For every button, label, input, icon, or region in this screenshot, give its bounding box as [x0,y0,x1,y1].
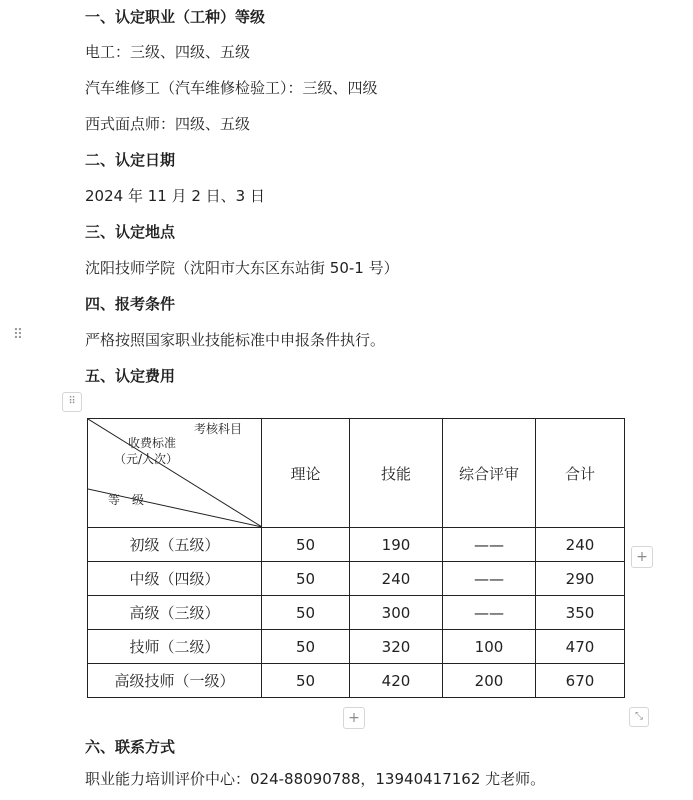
total-cell[interactable]: 290 [536,562,625,596]
level-cell[interactable]: 高级技师（一级） [88,664,262,698]
level-cell[interactable]: 高级（三级） [88,596,262,630]
col-header-theory[interactable]: 理论 [262,419,350,528]
occupation-electrician: 电工：三级、四级、五级 [85,43,251,61]
level-cell[interactable]: 技师（二级） [88,630,262,664]
section-2-title: 二、认定日期 [85,151,176,169]
theory-cell[interactable]: 50 [262,664,350,698]
review-cell[interactable]: 200 [443,664,536,698]
contact-info: 职业能力培训评价中心：024-88090788，13940417162 尤老师。 [85,770,546,788]
corner-level-label: 等 级 [108,493,145,507]
col-header-total[interactable]: 合计 [536,419,625,528]
table-row [88,630,625,664]
review-cell[interactable]: 100 [443,630,536,664]
add-column-button[interactable]: + [631,546,653,568]
skill-cell[interactable]: 300 [350,596,443,630]
section-6-title: 六、联系方式 [85,738,176,756]
corner-fee-label: 收费标准 [128,436,177,450]
table-row [88,596,625,630]
skill-cell[interactable]: 420 [350,664,443,698]
section-5-title: 五、认定费用 [85,367,176,385]
theory-cell[interactable]: 50 [262,562,350,596]
review-cell[interactable]: —— [443,596,536,630]
corner-subject-label: 考核科目 [194,422,243,436]
col-header-skill[interactable]: 技能 [350,419,443,528]
skill-cell[interactable]: 190 [350,528,443,562]
table-row [88,528,625,562]
total-cell[interactable]: 240 [536,528,625,562]
total-cell[interactable]: 470 [536,630,625,664]
add-row-button[interactable]: + [343,707,365,729]
occupation-auto-mechanic: 汽车维修工（汽车维修检验工）：三级、四级 [85,79,378,97]
diagonal-header-cell[interactable] [88,419,262,528]
exam-requirements: 严格按照国家职业技能标准中申报条件执行。 [85,331,386,349]
skill-cell[interactable]: 240 [350,562,443,596]
corner-unit-label: （元/人次） [114,452,179,466]
theory-cell[interactable]: 50 [262,630,350,664]
exam-date: 2024 年 11 月 2 日、3 日 [85,187,265,205]
section-4-title: 四、报考条件 [85,295,176,313]
theory-cell[interactable]: 50 [262,528,350,562]
review-cell[interactable]: —— [443,528,536,562]
table-drag-handle[interactable]: ⠿ [62,392,82,412]
col-header-review[interactable]: 综合评审 [443,419,536,528]
skill-cell[interactable]: 320 [350,630,443,664]
occupation-pastry-chef: 西式面点师：四级、五级 [85,115,251,133]
level-cell[interactable]: 初级（五级） [88,528,262,562]
table-row [88,562,625,596]
table-row [88,664,625,698]
section-3-title: 三、认定地点 [85,223,176,241]
exam-location: 沈阳技师学院（沈阳市大东区东站街 50-1 号） [85,259,399,277]
total-cell[interactable]: 670 [536,664,625,698]
block-drag-handle[interactable]: ⠿ [12,327,22,343]
table-resize-handle[interactable]: ⤡ [629,707,649,727]
level-cell[interactable]: 中级（四级） [88,562,262,596]
theory-cell[interactable]: 50 [262,596,350,630]
total-cell[interactable]: 350 [536,596,625,630]
table-header-row [88,419,625,528]
review-cell[interactable]: —— [443,562,536,596]
fee-table [87,418,625,698]
section-1-title: 一、认定职业（工种）等级 [85,8,266,26]
